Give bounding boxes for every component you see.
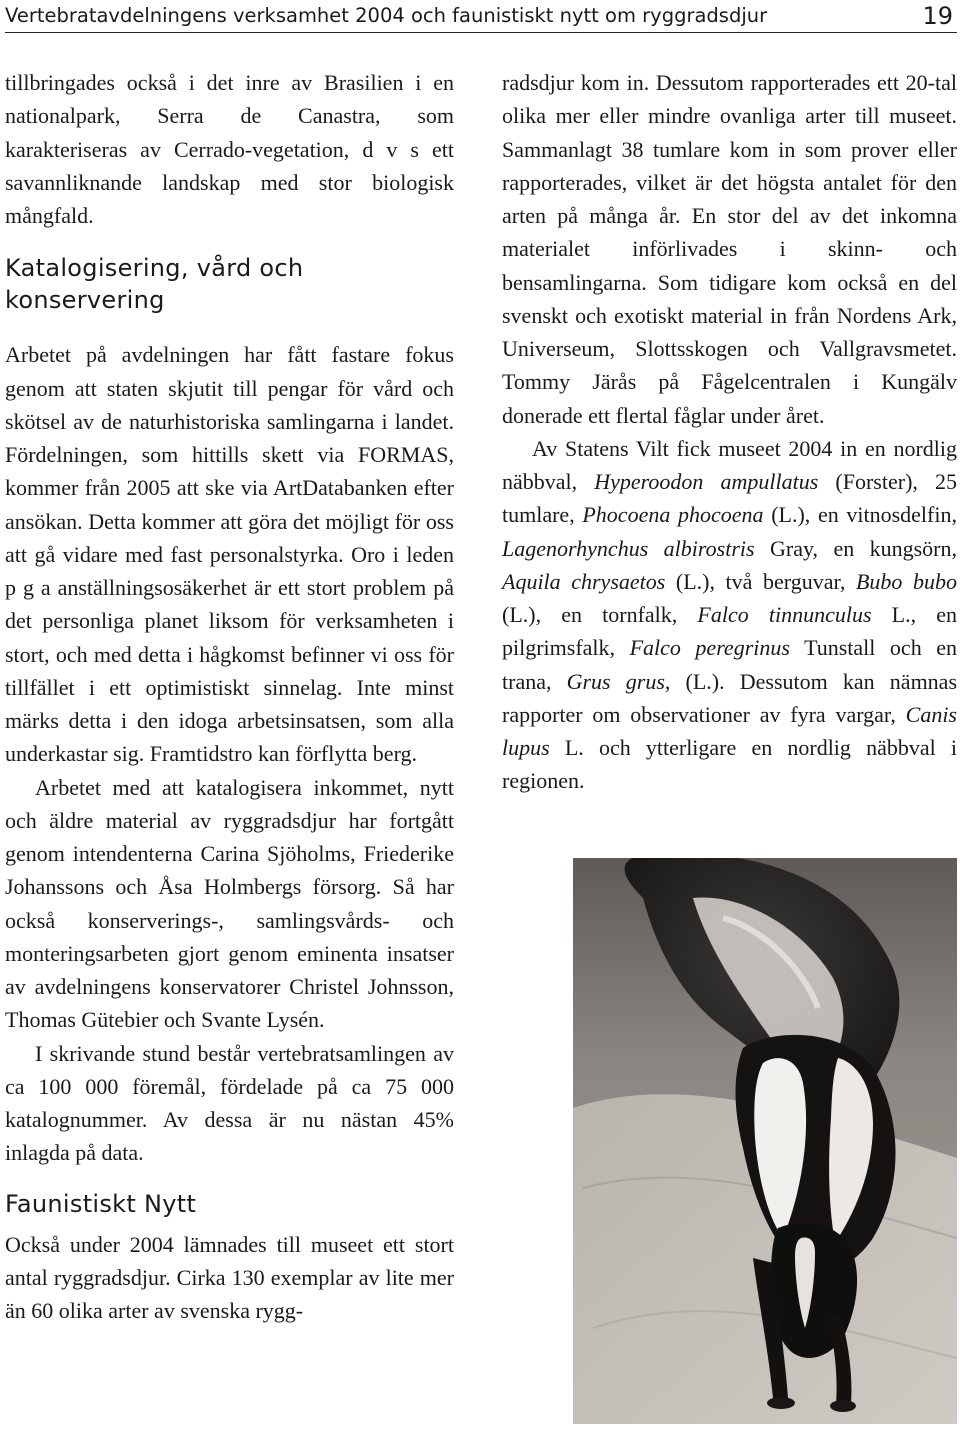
- right-column: [502, 66, 957, 798]
- paragraph-cataloguing: Arbetet med att katalogisera inkommet, nytt och äldre material av ryggradsdjur har fortgått genom intendenterna Carina Sjöholms, Friederike Johanssons och Åsa Holmbergs försorg. Så har också konserverings-, samlingsvårds- och monteringsarbeten gjort genom eminenta insatser av avdelningens konservatorer Christel Johnsson, Thomas Gütebier och Svante Lysén.: [5, 774, 454, 1033]
- species-name: Falco tinnunculus: [697, 602, 872, 627]
- species-name: Canis lupus: [502, 701, 957, 760]
- page-number: 19: [922, 2, 953, 30]
- species-name: Phocoena phocoena: [582, 502, 764, 528]
- left-column: [5, 66, 454, 1327]
- paragraph-collection-size: I skrivande stund består vertebratsamlingen av ca 100 000 föremål, fördelade på ca 75 000 katalognummer. Av dessa är nu nästan 45% inlagda på data.: [5, 1040, 454, 1166]
- species-name: Bubo bubo: [855, 568, 957, 594]
- paragraph-funding: Arbetet på avdelningen har fått fastare fokus genom att staten skjutit till pengar för vård och skötsel av de naturhistoriska samlingarna i landet. Fördelningen, som hittills skett via FORMAS, kommer från 2005 att ske via ArtDatabanken efter ansökan. Detta kommer att göra det möjligt för oss att gå vidare med fast personalstyrka. Oro i leden p g a anställningsosäkerhet är ett stort problem på det personliga planet liksom för verksamheten i stort, och med detta i hågkomst befinner vi oss för tillfället i ett optimistiskt sinnelag. Inte minst märks detta i den idoga arbetsinsatsen, som alla underkastar sig. Framtidstro kan förflytta berg.: [5, 342, 454, 767]
- section-heading-faunistiskt-nytt: Faunistiskt Nytt: [5, 1189, 197, 1218]
- running-title: Vertebratavdelningens verksamhet 2004 och faunistiskt nytt om ryggradsdjur: [5, 4, 768, 27]
- species-name: Falco peregrinus: [629, 635, 790, 661]
- page-header: [5, 0, 957, 33]
- paragraph-incoming-material: radsdjur kom in. Dessutom rapporterades ett 20-tal olika mer eller mindre ovanliga arter till museet. Sammanlagt 38 tumlare kom in som prover eller rapporterades, vilket är det högsta antalet för den arten på många år. En stor del av det inkomna materialet införlivades i skinn- och bensamlingarna. Som tidigare kom också en del svenskt och exotiskt material in från Nordens Ark, Universeum, Slottsskogen och Vallgravsmetet. Tommy Järås på Fågelcentralen i Kungälv donerade ett flertal fåglar under året.: [502, 70, 957, 428]
- species-name: Aquila chrysaetos: [502, 568, 666, 594]
- species-name: Hyperoodon ampullatus: [594, 469, 819, 494]
- paragraph-statens-vilt: Av Statens Vilt fick museet 2004 in en nordlig näbbval, Hyperoodon ampullatus (Forster), 25 tumlare, Phocoena phocoena (L.), en vitnosdelfin, Lagenorhynchus albirostris Gray, en kungsörn, Aquila chrysaetos (L.), två berguvar, Bubo bubo (L.), en tornfalk, Falco tinnunculus L., en pilgrimsfalk, Falco peregrinus Tunstall och en trana, Grus grus, (L.). Dessutom kan nämnas rapporter om observationer av fyra vargar, Canis lupus L. och ytterligare en nordlig näbbval i regionen.: [502, 435, 958, 794]
- skunk-photo: [573, 858, 957, 1424]
- paragraph-intro: tillbringades också i det inre av Brasilien i en nationalpark, Serra de Canastra, som karakteriseras av Cerrado-vegetation, d v s ett savannliknande landskap med stor biologisk mångfald.: [5, 70, 454, 228]
- paragraph-faunistiskt-intro: Också under 2004 lämnades till museet ett stort antal ryggradsdjur. Cirka 130 exemplar av lite mer än 60 olika arter av svenska rygg-: [5, 1231, 454, 1323]
- species-name: Lagenorhynchus albirostris: [502, 535, 755, 561]
- section-heading-katalogisering: Katalogisering, vård och konservering: [5, 254, 304, 315]
- species-name: Grus grus: [566, 668, 665, 694]
- skunk-illustration: [573, 858, 957, 1424]
